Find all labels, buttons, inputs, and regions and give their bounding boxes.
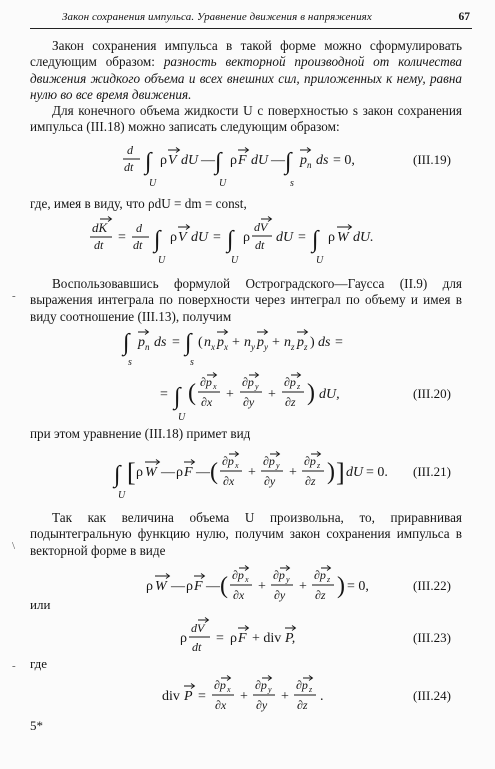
equation-III-21-formula bbox=[30, 450, 462, 502]
svg-text:[: [ bbox=[127, 458, 136, 487]
svg-text:U: U bbox=[316, 255, 324, 266]
svg-text:y: y bbox=[268, 685, 272, 694]
svg-text:): ) bbox=[327, 459, 335, 485]
svg-text:∫: ∫ bbox=[123, 330, 130, 356]
svg-text:∂z: ∂z bbox=[305, 474, 316, 488]
equation-III-20-formula bbox=[30, 326, 462, 422]
svg-text:dU,: dU, bbox=[319, 387, 340, 402]
svg-text:ρ: ρ bbox=[328, 230, 335, 245]
svg-text:y: y bbox=[251, 342, 255, 352]
paragraph-where-mass: где, имея в виду, что ρdU = dm = const, bbox=[30, 196, 247, 211]
svg-text:ds: ds bbox=[154, 335, 167, 350]
svg-text:F: F bbox=[184, 465, 193, 480]
svg-text:x: x bbox=[245, 575, 249, 584]
svg-text:z: z bbox=[297, 382, 301, 391]
svg-text:—: — bbox=[201, 153, 215, 168]
svg-text:=: = bbox=[160, 387, 168, 402]
svg-text:U: U bbox=[149, 178, 157, 189]
svg-text:∫: ∫ bbox=[285, 149, 292, 175]
law-intro-text: Закон сохранения импульса в такой форме можно сформулировать следующим образом: bbox=[30, 38, 462, 70]
svg-text:z: z bbox=[327, 575, 331, 584]
svg-text:ds: ds bbox=[318, 335, 331, 350]
svg-text:x: x bbox=[235, 461, 239, 470]
equation-III-23-number: (III.23) bbox=[413, 630, 451, 645]
svg-text:∂p: ∂p bbox=[263, 454, 275, 468]
svg-text:∂y: ∂y bbox=[264, 474, 276, 488]
svg-text:div: div bbox=[162, 689, 180, 704]
svg-text:n: n bbox=[145, 342, 150, 352]
svg-text:=: = bbox=[216, 631, 224, 646]
svg-text:ρ: ρ bbox=[176, 465, 183, 480]
svg-text:—: — bbox=[171, 579, 185, 594]
svg-text:s: s bbox=[128, 357, 132, 368]
svg-text:dU: dU bbox=[346, 465, 364, 480]
svg-text:∫: ∫ bbox=[114, 462, 121, 488]
margin-tick: - bbox=[12, 290, 16, 302]
svg-text:+: + bbox=[281, 689, 289, 704]
svg-text:dU: dU bbox=[276, 230, 294, 245]
svg-text:∂p: ∂p bbox=[314, 568, 326, 582]
svg-text:ρ: ρ bbox=[186, 579, 193, 594]
svg-text:(: ( bbox=[220, 573, 228, 599]
law-italic-text: разность векторной производной от количества движения жидкого объема и всех внешних сил, приложенных к нему, равна нулю во все время движения. bbox=[30, 54, 463, 103]
paragraph-then-equation: при этом уравнение (III.18) примет вид bbox=[30, 426, 251, 441]
svg-text:d: d bbox=[136, 221, 142, 235]
equation-III-22-number: (III.22) bbox=[413, 578, 451, 593]
svg-text:p: p bbox=[257, 335, 264, 350]
svg-text:∂z: ∂z bbox=[285, 395, 296, 409]
svg-text:= 0.: = 0. bbox=[366, 465, 388, 480]
page-number: 67 bbox=[458, 11, 470, 23]
equation-III-20-number: (III.20) bbox=[413, 386, 451, 401]
svg-text:∂p: ∂p bbox=[284, 375, 296, 389]
svg-text:=: = bbox=[213, 230, 221, 245]
svg-text:P: P bbox=[184, 689, 193, 704]
svg-text:x: x bbox=[224, 342, 228, 352]
margin-tick: \ bbox=[12, 540, 16, 552]
svg-text:∂x: ∂x bbox=[215, 698, 227, 712]
svg-text:dt: dt bbox=[124, 160, 134, 174]
svg-text:p: p bbox=[217, 335, 224, 350]
svg-text:=: = bbox=[198, 689, 206, 704]
svg-text:): ) bbox=[310, 335, 315, 350]
svg-text:dU: dU bbox=[181, 153, 199, 168]
svg-text:+: + bbox=[299, 579, 307, 594]
svg-text:V: V bbox=[178, 230, 187, 245]
svg-text:n: n bbox=[307, 160, 312, 170]
svg-text:y: y bbox=[264, 342, 268, 352]
svg-text:dK: dK bbox=[92, 220, 108, 235]
equation-momentum-derivative bbox=[30, 216, 462, 266]
svg-text:+: + bbox=[240, 689, 248, 704]
equation-III-19-number: (III.19) bbox=[413, 152, 451, 167]
svg-text:∫: ∫ bbox=[215, 149, 222, 175]
svg-text:—: — bbox=[206, 579, 220, 594]
svg-text:∂x: ∂x bbox=[233, 588, 245, 602]
svg-text:dU: dU bbox=[191, 230, 209, 245]
equation-III-24 bbox=[30, 676, 462, 720]
equation-III-24-formula bbox=[30, 676, 462, 720]
equation-III-21-number: (III.21) bbox=[413, 464, 451, 479]
running-header bbox=[30, 6, 472, 29]
paragraph-finite-volume: Для конечного объема жидкости U с поверхностью s закон сохранения импульса (III.18) можно записать следующим образом: bbox=[30, 103, 462, 135]
svg-text:dV: dV bbox=[191, 621, 205, 635]
equation-III-21 bbox=[30, 450, 462, 502]
svg-text:(: ( bbox=[210, 459, 218, 485]
svg-text:∂p: ∂p bbox=[242, 375, 254, 389]
svg-text:W: W bbox=[337, 230, 349, 245]
svg-text:x: x bbox=[213, 382, 217, 391]
equation-III-19 bbox=[30, 140, 462, 189]
svg-text:U: U bbox=[231, 255, 239, 266]
svg-text:∫: ∫ bbox=[185, 330, 192, 356]
svg-text:∫: ∫ bbox=[227, 227, 234, 253]
svg-text:): ) bbox=[307, 380, 315, 406]
equation-III-19-formula bbox=[30, 140, 462, 190]
equation-III-22-formula bbox=[30, 566, 462, 610]
svg-text:z: z bbox=[304, 342, 308, 352]
svg-text:ρ: ρ bbox=[243, 230, 250, 245]
svg-text:ρ: ρ bbox=[146, 579, 153, 594]
svg-text:V: V bbox=[168, 153, 177, 168]
svg-text:s: s bbox=[190, 357, 194, 368]
svg-text:ρ: ρ bbox=[160, 153, 167, 168]
svg-text:(: ( bbox=[188, 380, 196, 406]
equation-III-23-formula bbox=[30, 618, 462, 660]
svg-text:p: p bbox=[138, 335, 145, 350]
svg-text:∫: ∫ bbox=[145, 149, 152, 175]
svg-text:+: + bbox=[248, 465, 256, 480]
svg-text:p: p bbox=[297, 335, 304, 350]
svg-text:=: = bbox=[118, 230, 126, 245]
svg-text:U: U bbox=[118, 490, 126, 501]
running-title: Закон сохранения импульса. Уравнение движения в напряжениях bbox=[62, 11, 372, 23]
paragraph-law-statement bbox=[30, 38, 462, 104]
svg-text:dt: dt bbox=[133, 238, 143, 252]
svg-text:∂p: ∂p bbox=[200, 375, 212, 389]
svg-text:y: y bbox=[276, 461, 280, 470]
svg-text:∂p: ∂p bbox=[222, 454, 234, 468]
svg-text:.: . bbox=[320, 689, 324, 704]
svg-text:ρ: ρ bbox=[136, 465, 143, 480]
svg-text:P,: P, bbox=[285, 631, 296, 646]
svg-text:U: U bbox=[158, 255, 166, 266]
svg-text:ρ: ρ bbox=[230, 153, 237, 168]
svg-text:dt: dt bbox=[255, 238, 265, 252]
svg-text:z: z bbox=[317, 461, 321, 470]
svg-text:+: + bbox=[226, 387, 234, 402]
paragraph-arbitrary-volume: Так как величина объема U произвольна, то, приравнивая подынтегральную функцию нулю, получим закон сохранения импульса в векторной форме в виде bbox=[30, 510, 462, 558]
svg-text:∂p: ∂p bbox=[304, 454, 316, 468]
svg-text:dt: dt bbox=[192, 640, 202, 654]
svg-text:ρ: ρ bbox=[180, 631, 187, 646]
svg-text:∂x: ∂x bbox=[201, 395, 213, 409]
svg-text:x: x bbox=[211, 342, 215, 352]
svg-text:ρ: ρ bbox=[230, 631, 237, 646]
svg-text:∂p: ∂p bbox=[273, 568, 285, 582]
svg-text:=: = bbox=[335, 335, 343, 350]
svg-text:∂z: ∂z bbox=[315, 588, 326, 602]
svg-text:y: y bbox=[255, 382, 259, 391]
svg-text:ρ: ρ bbox=[170, 230, 177, 245]
svg-text:dU.: dU. bbox=[353, 230, 374, 245]
svg-text:p: p bbox=[300, 153, 307, 168]
equation-III-20 bbox=[30, 326, 462, 422]
equation-III-24-number: (III.24) bbox=[413, 688, 451, 703]
svg-text:= 0,: = 0, bbox=[333, 153, 355, 168]
svg-text:+: + bbox=[232, 335, 240, 350]
svg-text:+: + bbox=[268, 387, 276, 402]
svg-text:∂p: ∂p bbox=[296, 678, 308, 692]
svg-text:∫: ∫ bbox=[174, 384, 181, 410]
svg-text:∂p: ∂p bbox=[214, 678, 226, 692]
svg-text:y: y bbox=[286, 575, 290, 584]
svg-text:∂y: ∂y bbox=[274, 588, 286, 602]
svg-text:F: F bbox=[238, 631, 247, 646]
svg-text:=: = bbox=[172, 335, 180, 350]
svg-text:+: + bbox=[289, 465, 297, 480]
svg-text:dt: dt bbox=[94, 238, 104, 252]
svg-text:x: x bbox=[227, 685, 231, 694]
svg-text:—: — bbox=[196, 465, 210, 480]
equation-momentum-derivative-formula bbox=[30, 216, 462, 266]
svg-text:): ) bbox=[337, 573, 345, 599]
word-or: или bbox=[30, 597, 51, 612]
svg-text:n: n bbox=[204, 335, 211, 350]
svg-text:d: d bbox=[127, 143, 133, 157]
margin-tick: - bbox=[12, 660, 16, 672]
svg-text:s: s bbox=[290, 178, 294, 189]
svg-text:F: F bbox=[194, 579, 203, 594]
svg-text:—: — bbox=[271, 153, 285, 168]
svg-text:W: W bbox=[145, 465, 157, 480]
svg-text:∫: ∫ bbox=[154, 227, 161, 253]
paragraph-ostrogradsky: Воспользовавшись формулой Остроградского—Гаусса (II.9) для выражения интеграла по поверхности через интеграл по объему и имея в виду соотношение (III.13), получим bbox=[30, 276, 462, 324]
svg-text:∂y: ∂y bbox=[243, 395, 255, 409]
svg-text:n: n bbox=[244, 335, 251, 350]
svg-text:dV: dV bbox=[254, 220, 268, 234]
svg-text:dU: dU bbox=[251, 153, 269, 168]
svg-text:∂p: ∂p bbox=[255, 678, 267, 692]
svg-text:]: ] bbox=[336, 458, 345, 487]
svg-text:∂z: ∂z bbox=[297, 698, 308, 712]
svg-text:ds: ds bbox=[316, 153, 329, 168]
svg-text:—: — bbox=[161, 465, 175, 480]
svg-text:W: W bbox=[155, 579, 167, 594]
svg-text:∂x: ∂x bbox=[223, 474, 235, 488]
signature-mark: 5* bbox=[30, 718, 43, 733]
svg-text:z: z bbox=[309, 685, 313, 694]
svg-text:U: U bbox=[178, 412, 186, 423]
svg-text:z: z bbox=[291, 342, 295, 352]
svg-text:F: F bbox=[238, 153, 247, 168]
svg-text:U: U bbox=[219, 178, 227, 189]
equation-III-23 bbox=[30, 618, 462, 660]
svg-text:∂p: ∂p bbox=[232, 568, 244, 582]
svg-text:= 0,: = 0, bbox=[347, 579, 369, 594]
word-where: где bbox=[30, 656, 48, 671]
svg-text:∂y: ∂y bbox=[256, 698, 268, 712]
svg-text:(: ( bbox=[198, 335, 203, 350]
equation-III-22 bbox=[30, 566, 462, 610]
svg-text:=: = bbox=[298, 230, 306, 245]
svg-text:+: + bbox=[258, 579, 266, 594]
svg-text:∫: ∫ bbox=[312, 227, 319, 253]
svg-text:+: + bbox=[272, 335, 280, 350]
svg-text:+ div: + div bbox=[252, 631, 282, 646]
svg-text:n: n bbox=[284, 335, 291, 350]
